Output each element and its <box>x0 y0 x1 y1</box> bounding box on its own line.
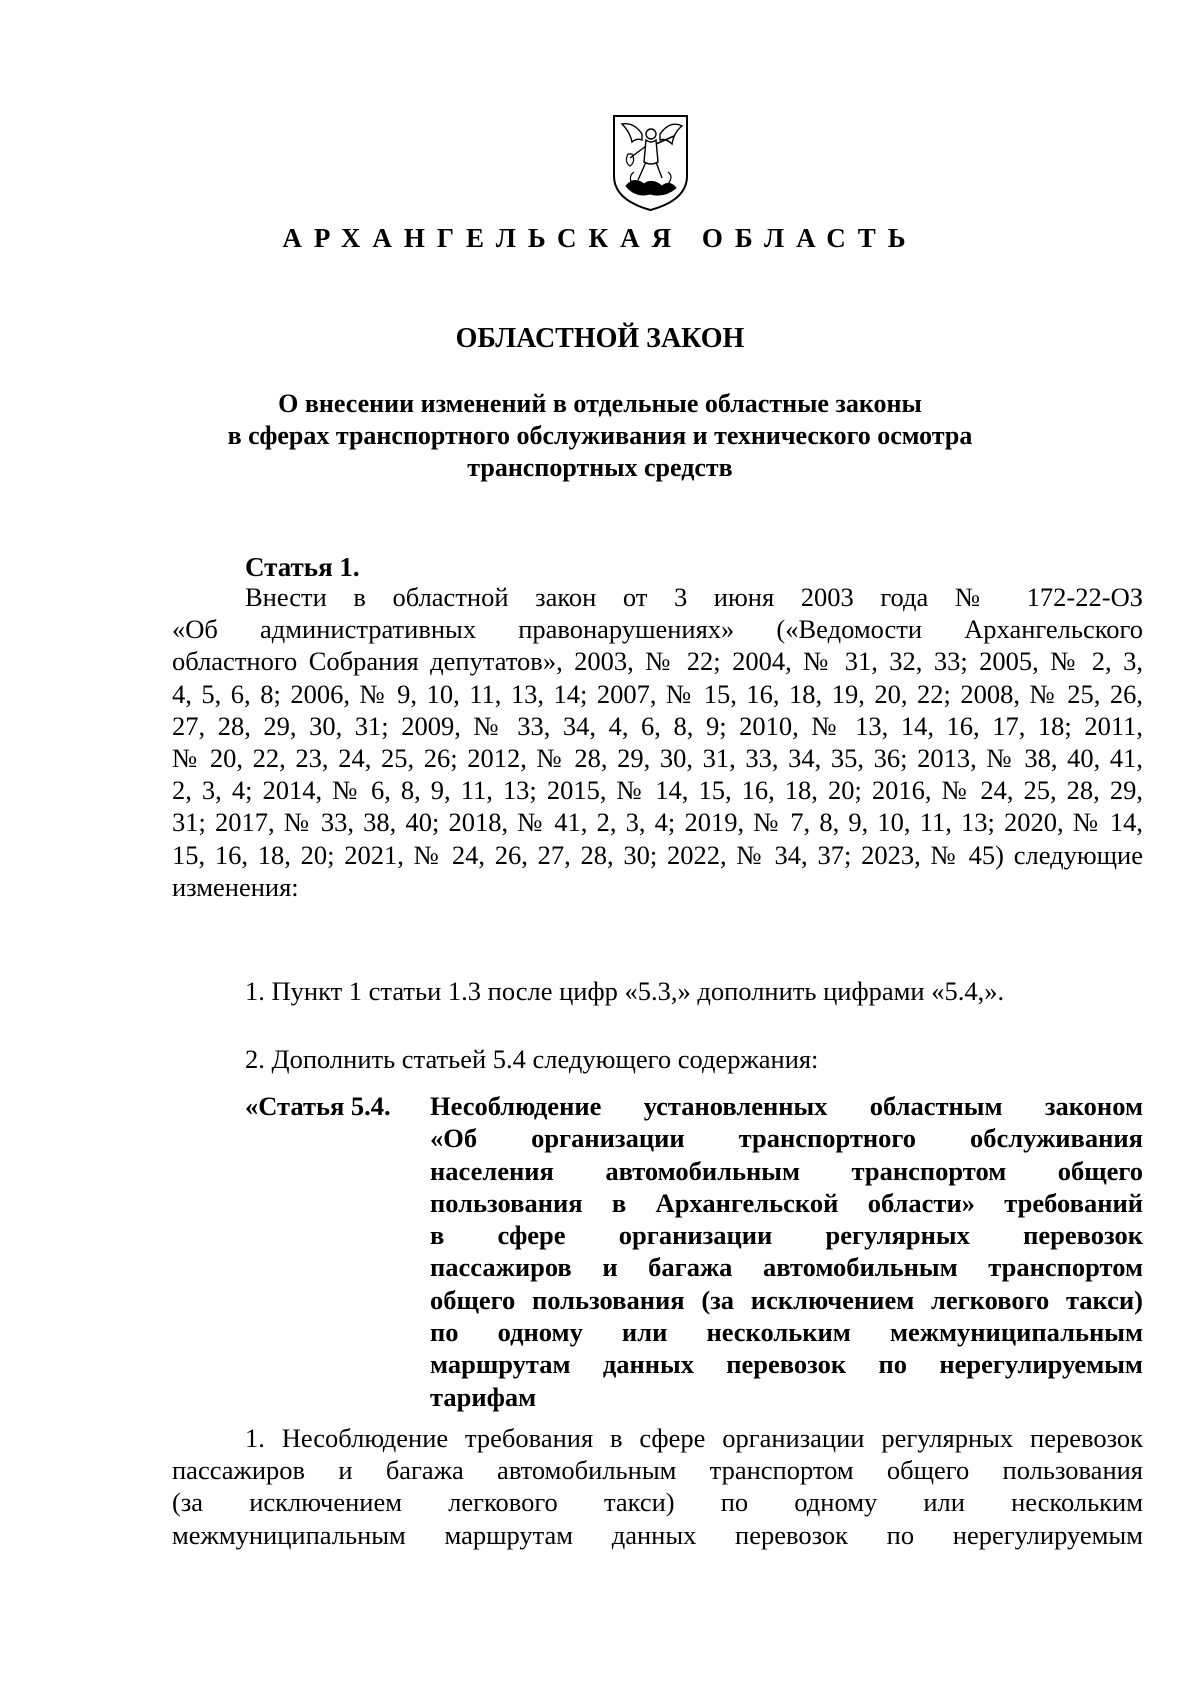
paragraph-line: пассажиров и багажа автомобильным транспортом общего пользования <box>172 1455 1143 1486</box>
paragraph-line: 4, 5, 6, 8; 2006, № 9, 10, 11, 13, 14; 2007, № 15, 16, 18, 19, 20, 22; 2008, № 25, 26, <box>172 678 1143 709</box>
law-title-line: в сферах транспортного обслуживания и технического осмотра <box>227 421 973 450</box>
article-1-intro-paragraph <box>172 581 1143 903</box>
paragraph-line: 2, 3, 4; 2014, № 6, 8, 9, 11, 13; 2015, № 14, 15, 16, 18, 20; 2016, № 24, 25, 28, 29, <box>172 775 1143 806</box>
paragraph-line: 15, 16, 18, 20; 2021, № 24, 26, 27, 28, 30; 2022, № 34, 37; 2023, № 45) следующие <box>172 839 1143 870</box>
paragraph-line: Внести в областной закон от 3 июня 2003 года № 172-22-ОЗ <box>245 582 1143 612</box>
article-5-4-title-line: по одному или нескольким межмуниципальным <box>430 1317 1143 1348</box>
article-5-4-title-line: Несоблюдение установленных областным законом <box>430 1091 1143 1121</box>
article-1-heading: Статья 1. <box>245 552 360 582</box>
article-5-4-title-line: в сфере организации регулярных перевозок <box>430 1220 1143 1251</box>
article-5-4-title <box>430 1090 1143 1413</box>
article-5-4-title-line: общего пользования (за исключением легкового такси) <box>430 1284 1143 1315</box>
coat-of-arms-icon <box>612 114 689 212</box>
law-title-line: транспортных средств <box>467 453 733 482</box>
article-5-4-title-line: пользования в Архангельской области» требований <box>430 1187 1143 1218</box>
article-5-4-title-line: пассажиров и багажа автомобильным транспортом <box>430 1252 1143 1283</box>
article-5-4-title-line: тарифам <box>430 1381 537 1412</box>
paragraph-line: изменения: <box>172 871 299 902</box>
item-1: 1. Пункт 1 статьи 1.3 после цифр «5.3,» дополнить цифрами «5.4,». <box>245 976 1005 1006</box>
article-5-4-paragraph-1 <box>172 1422 1143 1551</box>
paragraph-line: 27, 28, 29, 30, 31; 2009, № 33, 34, 4, 6, 8, 9; 2010, № 13, 14, 16, 17, 18; 2011, <box>172 710 1143 741</box>
law-title-line: О внесении изменений в отдельные областные законы <box>278 389 922 418</box>
law-title <box>0 388 1200 484</box>
paragraph-line: областного Собрания депутатов», 2003, № 22; 2004, № 31, 32, 33; 2005, № 2, 3, <box>172 646 1143 677</box>
article-5-4-label: «Статья 5.4. <box>245 1091 391 1121</box>
law-type-heading: ОБЛАСТНОЙ ЗАКОН <box>455 323 745 354</box>
region-name: АРХАНГЕЛЬСКАЯ ОБЛАСТЬ <box>282 223 918 253</box>
article-5-4-title-line: «Об организации транспортного обслуживания <box>430 1123 1143 1154</box>
article-5-4-title-line: населения автомобильным транспортом общего <box>430 1155 1143 1186</box>
article-5-4-title-line: маршрутам данных перевозок по нерегулируемым <box>430 1349 1143 1380</box>
paragraph-line: (за исключением легкового такси) по одному или нескольким <box>172 1487 1143 1518</box>
paragraph-line: № 20, 22, 23, 24, 25, 26; 2012, № 28, 29, 30, 31, 33, 34, 35, 36; 2013, № 38, 40, 41, <box>172 742 1143 773</box>
paragraph-line: 1. Несоблюдение требования в сфере организации регулярных перевозок <box>245 1423 1143 1453</box>
paragraph-line: «Об административных правонарушениях» («Ведомости Архангельского <box>172 614 1143 645</box>
paragraph-line: межмуниципальным маршрутам данных перевозок по нерегулируемым <box>172 1519 1143 1550</box>
paragraph-line: 31; 2017, № 33, 38, 40; 2018, № 41, 2, 3, 4; 2019, № 7, 8, 9, 10, 11, 13; 2020, № 14, <box>172 807 1143 838</box>
item-2: 2. Дополнить статьей 5.4 следующего содержания: <box>245 1044 819 1074</box>
